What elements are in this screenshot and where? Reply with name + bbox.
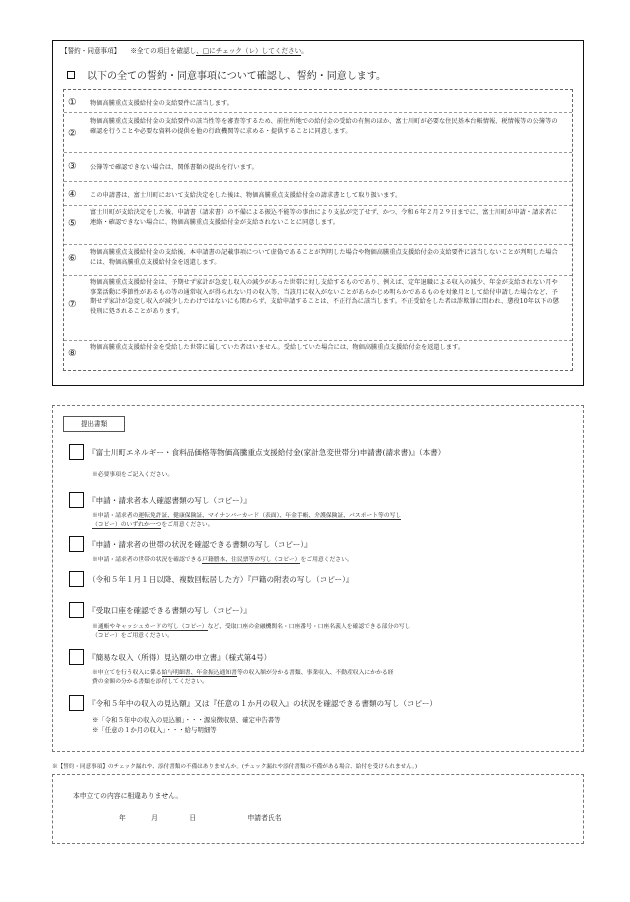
doc-note: ※申請・請求者の世帯の状況を確認できる戸籍謄本、住民票等の写し（コピー）をご用意ください。: [92, 557, 353, 563]
day-label: 日: [189, 814, 197, 822]
doc-checkbox[interactable]: [69, 492, 84, 508]
declaration-text: 本申立ての内容に相違ありません。: [73, 792, 183, 800]
doc-title: 『簡易な収入（所得）見込額の申立書』（様式第4号）: [88, 653, 272, 662]
doc-note: ※申請・請求者の運転免許証、健康保険証、マイナンバーカード（表面）、年金手帳、介護保険証、パスポート等の写し （コピー）のいずれか一つをご用意ください。: [92, 513, 402, 528]
divider: [64, 340, 572, 341]
pledge-item-text: この申請書は、富士川町において支給決定をした後は、物価高騰重点支援給付金の請求書として取り扱います。: [90, 192, 402, 199]
divider: [64, 112, 572, 113]
divider: [64, 181, 572, 182]
doc-checkbox[interactable]: [69, 602, 84, 618]
pledge-item-number: ③: [68, 161, 77, 172]
pledge-item-text: 富士川町が支給決定をした後、申請書（請求書）の不備による振込不能等の事由により支払が完了せず、かつ、令和６年２月２９日までに、富士川町が申請・請求者に連絡・確認できない場合に、物価高騰重点支援給付金が支給されないことに同意します。: [90, 209, 558, 226]
doc-title: 『申請・請求者の世帯の状況を確認できる書類の写し（コピー）』: [88, 540, 312, 549]
pledge-item-text: 物価高騰重点支援給付金は、予期せず家計が急変し収入の減少があった世帯に対し支給するものであり、例えば、定年退職による収入の減少、年金が支給されない月や事業活動に季節性があるもの等の通常収入が得られない月の収入等、当該月に収入がないことがあらかじめ明らかであるものを対象月として給付申請した場合など、予期せず家計が急変し収入が減少したわけではないにも関わらず、支給申請することは、不正行為に該当します。不正受給をした者は詐欺罪に問われ、懲役10年以下の懲役刑に処されることがあります。: [90, 279, 559, 315]
pledge-item-text: 公簿等で確認できない場合は、関係書類の提出を行います。: [90, 164, 258, 171]
submission-warning: ※【誓約・同意事項】のチェック漏れや、添付書類の不備はありませんか。(チェック漏れや添付書類の不備がある場合、給付を受けられません。): [52, 764, 418, 770]
pledge-item-text: 物価高騰重点支援給付金の支給要件の該当性等を審査等するため、前住所地での給付金の受給の有無のほか、富士川町が必要な住民基本台帳情報、税情報等の公簿等の確認を行うことや必要な資料の提供を他の行政機関等に求める・提供することに同意します。: [90, 118, 558, 135]
doc-title: 『令和５年中の収入の見込額』又は『任意の１か月の収入』の状況を確認できる書類の写し（コピー）: [88, 699, 438, 708]
pledge-item-number: ②: [68, 128, 77, 139]
declaration-signature-row: [119, 812, 282, 822]
doc-note: ※必要事項をご記入ください。: [92, 472, 174, 478]
documents-label: 提出書類: [63, 416, 125, 432]
doc-title: 『申請・請求者本人確認書類の写し（コピー）』: [88, 496, 251, 505]
doc-title: 『受取口座を確認できる書類の写し（コピー）』: [88, 606, 251, 615]
month-label: 月: [151, 814, 158, 822]
doc-note: ※「令和５年中の収入の見込額」・・・源泉徴収票、確定申告書等 ※「任意の１か月の収入」・・・給与明細等: [92, 716, 281, 734]
year-label: 年: [119, 814, 126, 822]
pledge-item-number: ⑧: [68, 348, 77, 359]
divider: [64, 152, 572, 153]
applicant-name-label: 申請者氏名: [247, 814, 282, 822]
pledge-item-text: 物価高騰重点支援給付金の支給要件に該当します。: [90, 100, 233, 107]
doc-checkbox[interactable]: [69, 444, 84, 460]
doc-title: 『富士川町エネルギー・食料品価格等物価高騰重点支援給付金(家計急変世帯分)申請書(請求書)』（本書）: [88, 448, 446, 457]
pledge-item-number: ①: [68, 97, 77, 108]
pledge-item-number: ⑦: [68, 299, 77, 310]
divider: [64, 275, 572, 276]
agree-all-checkbox[interactable]: [67, 71, 75, 79]
pledge-header: [61, 45, 308, 55]
pledge-item-number: ④: [68, 189, 77, 200]
documents-section: [52, 405, 584, 752]
pledge-item-text: 物価高騰重点支援給付金の支給後、本申請書の記載事項について虚偽であることが判明した場合や物価高騰重点支援給付金の支給要件に該当しないことが判明した場合には、物価高騰重点支援給付金を返還します。: [90, 249, 558, 266]
divider: [64, 205, 572, 206]
divider: [64, 244, 572, 245]
doc-title: （令和５年１月１日以降、複数回転居した方）『戸籍の附表の写し（コピー）』: [88, 575, 354, 584]
doc-checkbox[interactable]: [69, 571, 84, 587]
agree-all-label: 以下の全ての誓約・同意事項について確認し、誓約・同意します。: [87, 71, 386, 82]
doc-checkbox[interactable]: [69, 649, 84, 665]
pledge-item-text: 物価高騰重点支援給付金を受給した世帯に属していた者はいません。受給していた場合には、物価高騰重点支援給付金を返還します。: [90, 344, 465, 351]
declaration-section: [52, 774, 584, 844]
doc-note: ※通帳やキャッシュカードの写し（コピー）など、受取口座の金融機関名・口座番号・口座名義人を確認できる部分の写し （コピー）をご用意ください。: [92, 624, 411, 639]
pledge-section: [52, 40, 584, 386]
doc-checkbox[interactable]: [69, 536, 84, 552]
pledge-instruction: ※全ての項目を確認し、□にチェック（レ）してください。: [130, 47, 308, 55]
doc-checkbox[interactable]: [69, 695, 84, 711]
pledge-items-list: [63, 89, 573, 371]
pledge-title: 【誓約・同意事項】: [61, 47, 121, 55]
agree-all-row: [67, 67, 386, 82]
pledge-item-number: ⑥: [68, 253, 77, 264]
pledge-item-number: ⑤: [68, 218, 77, 229]
doc-note: ※申立てを行う収入に係る給与明細書、年金振込通知書等の収入額が分かる書類、事業収入、不動産収入にかかる経 費の金額の分かる書類を添付してください。: [92, 670, 394, 685]
